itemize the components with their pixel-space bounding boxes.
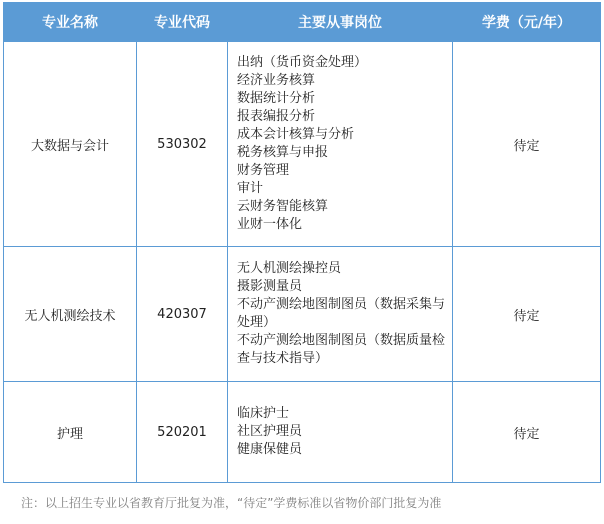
table-row [4,247,601,382]
header-major-name: 专业名称 [4,3,137,42]
jobs-cell [228,42,453,247]
job-item: 无人机测绘操控员 [237,261,342,276]
major-table [3,2,601,483]
header-major-code: 专业代码 [137,3,228,42]
tuition-cell: 待定 [453,42,601,247]
header-row [4,3,601,42]
major-name-cell: 护理 [4,382,137,483]
header-tuition: 学费（元/年） [453,3,601,42]
job-item: 经济业务核算 [237,73,316,88]
jobs-cell [228,382,453,483]
jobs-cell [228,247,453,382]
tuition-cell: 待定 [453,382,601,483]
job-item: 财务管理 [237,163,290,178]
major-code-cell: 530302 [137,42,228,247]
footnote: 注：以上招生专业以省教育厅批复为准，“待定”学费标准以省物价部门批复为准 [21,496,442,510]
job-item: 业财一体化 [237,217,303,232]
job-item: 社区护理员 [237,424,303,439]
table-row [4,382,601,483]
job-item: 临床护士 [237,406,290,421]
major-name-cell: 无人机测绘技术 [4,247,137,382]
job-item: 数据统计分析 [237,91,316,106]
job-item: 不动产测绘地图制图员（数据采集与处理） [237,297,446,330]
major-code-cell: 420307 [137,247,228,382]
job-item: 成本会计核算与分析 [237,127,355,142]
job-item: 不动产测绘地图制图员（数据质量检查与技术指导） [237,333,446,366]
job-item: 云财务智能核算 [237,199,329,214]
major-name-cell: 大数据与会计 [4,42,137,247]
tuition-cell: 待定 [453,247,601,382]
job-item: 审计 [237,181,264,196]
job-item: 税务核算与申报 [237,145,329,160]
job-item: 健康保健员 [237,442,303,457]
job-item: 摄影测量员 [237,279,303,294]
job-item: 出纳（货币资金处理） [237,55,368,70]
table-row [4,42,601,247]
header-main-jobs: 主要从事岗位 [228,3,453,42]
job-item: 报表编报分析 [237,109,316,124]
major-code-cell: 520201 [137,382,228,483]
